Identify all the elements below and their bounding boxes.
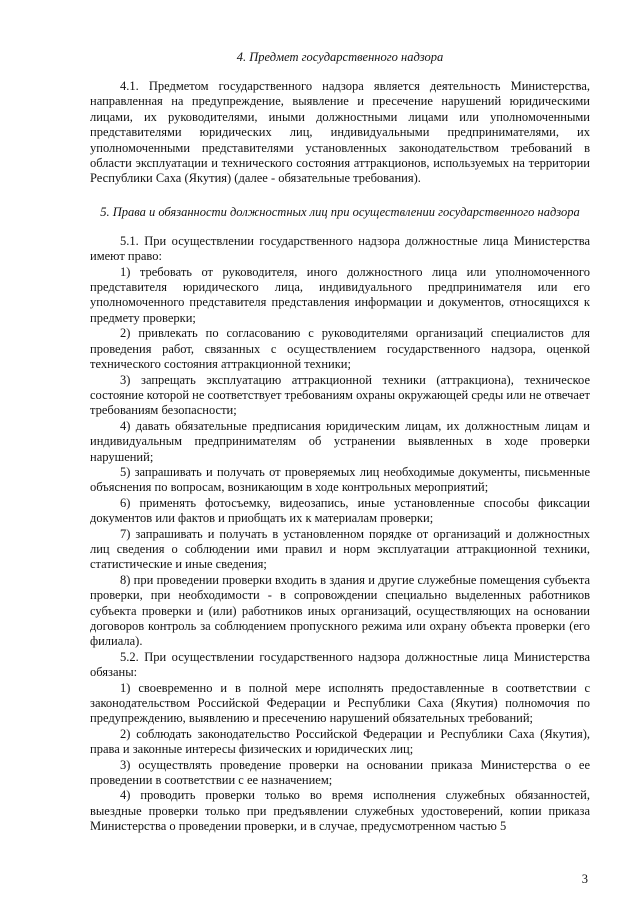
right-item-7: 7) запрашивать и получать в установленном порядке от организаций и должностных лиц сведения о соблюдении ими правил и норм эксплуатации аттракционной техники, статистические и иные сведения; — [90, 526, 590, 572]
right-item-5: 5) запрашивать и получать от проверяемых лиц необходимые документы, письменные объяснения по вопросам, возникающим в ходе контрольных мероприятий; — [90, 464, 590, 495]
right-item-2: 2) привлекать по согласованию с руководителями организаций специалистов для проведения работ, связанных с осуществлением государственного надзора, оценкой технического состояния аттракционной техники; — [90, 326, 590, 372]
duty-item-4: 4) проводить проверки только во время исполнения служебных обязанностей, выездные проверки только при предъявлении служебных удостоверений, копии приказа Министерства о проведении проверки, и в случае, предусмотренном частью 5 — [90, 788, 590, 834]
paragraph-5-1: 5.1. При осуществлении государственного надзора должностные лица Министерства имеют право: — [90, 233, 590, 264]
right-item-4: 4) давать обязательные предписания юридическим лицам, их должностным лицам и индивидуальным предпринимателям об устранении выявленных в ходе проверки нарушений; — [90, 418, 590, 464]
right-item-3: 3) запрещать эксплуатацию аттракционной техники (аттракциона), техническое состояние которой не соответствует требованиям охраны окружающей среды или не отвечает требованиям безопасности; — [90, 372, 590, 418]
paragraph-5-2: 5.2. При осуществлении государственного надзора должностные лица Министерства обязаны: — [90, 649, 590, 680]
duty-item-1: 1) своевременно и в полной мере исполнять предоставленные в соответствии с законодательством Российской Федерации и Республики Саха (Якутия) полномочия по предупреждению, выявлению и пресечению нарушений обязательных требований; — [90, 680, 590, 726]
right-item-8: 8) при проведении проверки входить в здания и другие служебные помещения субъекта проверки, при необходимости - в сопровождении специально выделенных работников субъекта проверки и (или) работников иных организаций, осуществляющих на основании договоров контроль за соблюдением пропускного режима или охрану объекта проверки (его филиала). — [90, 572, 590, 649]
right-item-6: 6) применять фотосъемку, видеозапись, иные установленные способы фиксации документов или фактов и приобщать их к материалам проверки; — [90, 495, 590, 526]
section-5-heading: 5. Права и обязанности должностных лиц при осуществлении государственного надзора — [100, 204, 580, 219]
paragraph-4-1: 4.1. Предметом государственного надзора является деятельность Министерства, направленная на предупреждение, выявление и пресечение нарушений юридическими лицами, их руководителями, иными должностными лицами или уполномоченными представителями юридических лиц, индивидуальными предпринимателями, их уполномоченными представителями установленных законодательством требований в области эксплуатации и технического состояния аттракционов, используемых на территории Республики Саха (Якутия) (далее - обязательные требования). — [90, 79, 590, 186]
page-number: 3 — [581, 872, 588, 886]
duty-item-3: 3) осуществлять проведение проверки на основании приказа Министерства о ее проведении в соответствии с ее назначением; — [90, 757, 590, 788]
document-page — [90, 50, 590, 835]
right-item-1: 1) требовать от руководителя, иного должностного лица или уполномоченного представителя юридического лица, индивидуального предпринимателя или его уполномоченного представителя представления информации и документов, относящихся к предмету проверки; — [90, 264, 590, 325]
duty-item-2: 2) соблюдать законодательство Российской Федерации и Республики Саха (Якутия), права и законные интересы физических и юридических лиц; — [90, 726, 590, 757]
section-4-heading: 4. Предмет государственного надзора — [236, 50, 444, 64]
